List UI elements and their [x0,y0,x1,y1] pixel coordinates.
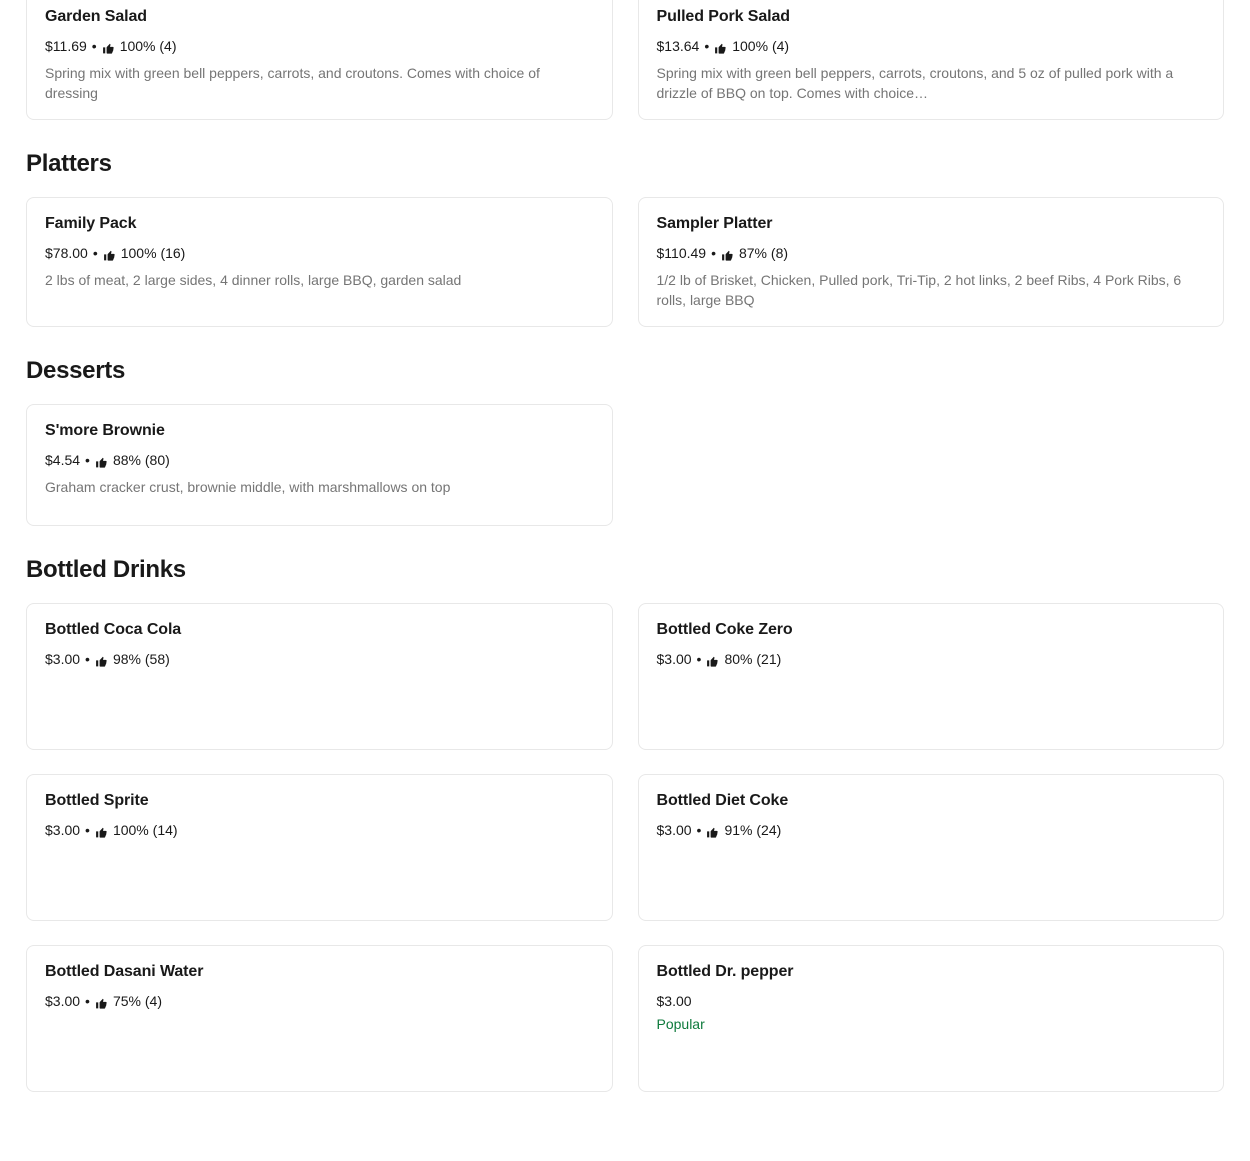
menu-item-rating: 80% [724,651,753,667]
menu-section-salads [26,0,1224,120]
menu-item-description: 1/2 lb of Brisket, Chicken, Pulled pork, Tri-Tip, 2 hot links, 2 beef Ribs, 4 Pork Ribs, 6 rolls, large BBQ [656,272,1182,308]
menu-item-name: Pulled Pork Salad [656,8,790,25]
empty-grid-cell [638,404,1225,526]
menu-item-name: Bottled Diet Coke [656,792,789,809]
menu-item-rating: 75% [112,993,141,1009]
menu-item-meta [657,650,1206,668]
meta-separator: • [85,993,90,1009]
menu-item-grid [26,197,1224,327]
menu-item-description: 2 lbs of meat, 2 large sides, 4 dinner rolls, large BBQ, garden salad [45,272,462,288]
menu-item-card[interactable] [26,774,613,921]
thumbs-up-icon [102,42,115,55]
meta-separator: • [92,245,98,261]
menu-item-card[interactable] [26,0,613,120]
menu-item-rating: 98% [112,651,141,667]
menu-item-card[interactable] [638,774,1225,921]
menu-item-price: $3.00 [656,822,692,838]
menu-item-description: Graham cracker crust, brownie middle, with marshmallows on top [45,479,451,495]
menu-item-meta [657,992,1206,1010]
meta-separator: • [85,651,90,667]
menu-item-rating-count: (24) [756,822,782,838]
meta-separator: • [85,452,90,468]
menu-item-rating-count: (80) [144,452,170,468]
menu-item-rating: 87% [738,245,768,261]
menu-item-meta [45,992,594,1010]
menu-item-grid [26,0,1224,120]
thumbs-up-icon [721,249,734,262]
menu-item-name: Family Pack [45,215,137,232]
menu-item-price: $3.00 [656,651,692,667]
menu-item-name: Bottled Sprite [45,792,149,809]
menu-item-card[interactable] [638,197,1225,327]
status-badge: Popular [656,1016,705,1032]
meta-separator: • [696,822,702,838]
menu-item-name: Bottled Coke Zero [656,621,793,638]
menu-item-meta [657,37,1206,55]
menu-item-rating-count: (16) [160,245,186,261]
thumbs-up-icon [95,826,108,839]
menu-item-meta [657,244,1206,262]
menu-item-price: $3.00 [656,993,692,1009]
menu-item-rating: 100% [120,245,157,261]
menu-item-rating-count: (21) [756,651,782,667]
menu-item-name: Garden Salad [45,8,147,25]
menu-item-price: $110.49 [656,245,707,261]
menu-item-card[interactable] [26,603,613,750]
menu-item-card[interactable] [26,945,613,1092]
menu-item-price: $78.00 [45,245,88,261]
menu-item-rating-count: (14) [152,822,178,838]
menu-item-rating-count: (58) [144,651,170,667]
menu-item-price: $13.64 [656,38,700,54]
meta-separator: • [704,38,710,54]
menu-item-card[interactable] [26,197,613,327]
menu-item-price: $3.00 [45,993,81,1009]
thumbs-up-icon [714,42,727,55]
section-heading: Desserts [26,357,126,384]
menu-item-description: Spring mix with green bell peppers, carrots, and croutons. Comes with choice of dressing [45,65,540,101]
menu-item-card[interactable] [26,404,613,526]
menu-item-rating-count: (8) [770,245,789,261]
meta-separator: • [711,245,716,261]
menu-section-bottled-drinks [26,556,1224,1092]
thumbs-up-icon [706,826,719,839]
menu-item-price: $4.54 [45,452,81,468]
menu-item-meta [45,37,594,55]
menu-section-desserts [26,357,1224,526]
menu-item-price: $3.00 [45,651,81,667]
menu-item-price: $11.69 [45,38,87,54]
menu-item-rating: 88% [112,452,141,468]
menu-item-rating: 100% [732,38,769,54]
menu-item-meta [45,244,594,262]
menu-item-price: $3.00 [45,822,81,838]
menu-item-meta [45,451,594,469]
meta-separator: • [85,822,90,838]
menu-item-description: Spring mix with green bell peppers, carrots, croutons, and 5 oz of pulled pork with a drizzle of BBQ on top. Comes with choice… [656,65,1174,101]
thumbs-up-icon [103,249,116,262]
menu-item-name: Sampler Platter [656,215,773,232]
menu-item-rating-count: (4) [159,38,177,54]
thumbs-up-icon [95,456,108,469]
menu-item-rating-count: (4) [771,38,790,54]
menu-item-meta [657,821,1206,839]
meta-separator: • [91,38,97,54]
menu-item-grid [26,404,1224,526]
thumbs-up-icon [95,997,108,1010]
menu-item-card[interactable] [638,603,1225,750]
menu-item-name: Bottled Coca Cola [45,621,182,638]
menu-item-name: S'more Brownie [45,422,165,439]
menu-item-meta [45,821,594,839]
section-heading: Bottled Drinks [26,556,186,583]
menu-item-card[interactable] [638,0,1225,120]
section-heading: Platters [26,150,112,177]
menu-item-meta [45,650,594,668]
meta-separator: • [696,651,702,667]
menu-item-name: Bottled Dr. pepper [656,963,794,980]
menu-item-name: Bottled Dasani Water [45,963,204,980]
menu-item-rating: 91% [724,822,753,838]
menu-item-card[interactable] [638,945,1225,1092]
menu-item-grid [26,603,1224,1092]
menu-item-rating: 100% [119,38,156,54]
menu-section-platters [26,150,1224,327]
thumbs-up-icon [95,655,108,668]
menu-item-rating-count: (4) [144,993,162,1009]
menu-item-rating: 100% [112,822,149,838]
thumbs-up-icon [706,655,719,668]
